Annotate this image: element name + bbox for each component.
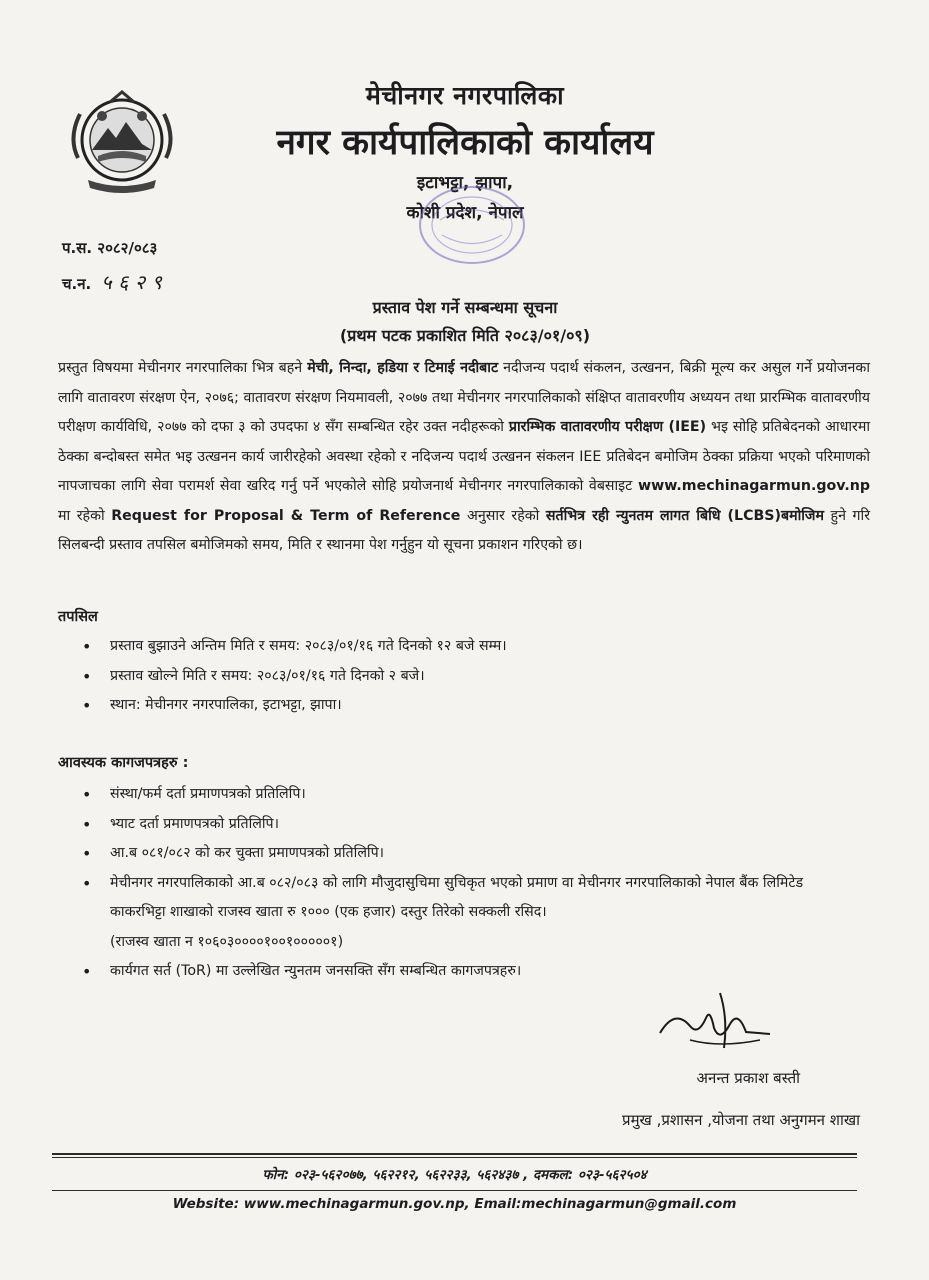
body-text-2: नदीजन्य पदार्थ संकलन, उत्खनन, बिक्री मूल्य कर असुल गर्ने प्रयोजनका लागि वातावरण संरक्षण ऐन, २०७६; वातावरण संरक्षण नियमावली, २०७७ तथा मेचीनगर नगरपालिकाको संक्षिप्त वातावरणीय अध्ययन तथा प्रारम्भिक वातावरणीय परीक्षण कार्यविधि, २०७७ को दफा ३ को उपदफा ४ सँग सम्बन्धित रहेर उक्त नदीहरूको	[58, 360, 871, 435]
dispatch-value: ५ ६ २ ९	[101, 270, 162, 294]
documents-title: आवस्यक कागजपत्रहरु :	[58, 755, 189, 771]
list-item: • आ.ब ०८१/०८२ को कर चुक्ता प्रमाणपत्रको प्रतिलिपि।	[82, 839, 842, 869]
office-name: नगर कार्यपालिकाको कार्यालय	[276, 123, 654, 163]
list-item: • प्रस्ताव खोल्ने मिति र समय: २०८३/०१/१६ गते दिनको २ बजे।	[82, 662, 842, 692]
notice-subject: प्रस्ताव पेश गर्ने सम्बन्धमा सूचना	[372, 298, 558, 317]
body-text-4: मा रहेको	[58, 507, 112, 524]
footer-divider	[52, 1190, 857, 1191]
account-note: (राजस्व खाता न १०६०३००००१००१०००००१)	[110, 933, 344, 950]
footer-divider	[52, 1153, 857, 1155]
list-item: • कार्यगत सर्त (ToR) मा उल्लेखित न्युनतम जनसक्ति सँग सम्बन्धित कागजपत्रहरु।	[82, 957, 842, 987]
nepal-emblem-logo	[58, 88, 186, 200]
address-line-2: कोशी प्रदेश, नेपाल	[406, 203, 524, 223]
body-lcbs: सर्तभित्र रही न्युनतम लागत बिधि (LCBS)बमोजिम	[545, 507, 824, 524]
footer-website-email: Website: www.mechinagarmun.gov.np, Email:mechinagarmun@gmail.com	[172, 1196, 737, 1212]
schedule-title: तपसिल	[58, 609, 98, 625]
dispatch-number	[62, 268, 162, 295]
dispatch-label: च.न.	[62, 275, 92, 293]
signer-designation: प्रमुख ,प्रशासन ,योजना तथा अनुगमन शाखा	[622, 1111, 860, 1129]
list-item: • संस्था/फर्म दर्ता प्रमाणपत्रको प्रतिलिपि।	[82, 780, 842, 810]
signer-name: अनन्त प्रकाश बस्ती	[696, 1069, 800, 1087]
body-rfp: Request for Proposal & Term of Reference	[111, 507, 461, 524]
list-item: • प्रस्ताव बुझाउने अन्तिम मिति र समय: २०८३/०१/१६ गते दिनको १२ बजे सम्म।	[82, 632, 842, 662]
body-text-1: प्रस्तुत विषयमा मेचीनगर नगरपालिका भित्र बहने	[58, 360, 308, 376]
reference-number: प.स. २०८२/०८३	[62, 239, 158, 257]
handwritten-signature	[650, 988, 780, 1058]
body-text-6: हुने गरि सिलबन्दी प्रस्ताव तपसिल बमोजिमको समय, मिति र स्थानमा पेश गर्नुहुन यो सूचना प्रकाशन गरिएको छ।	[58, 507, 870, 553]
body-text-5: अनुसार रहेको	[460, 507, 546, 524]
footer-phone: फोन: ०२३-५६२०७७, ५६२२१२, ५६२२३३, ५६२४३७ , दमकल: ०२३-५६२५०४	[262, 1167, 647, 1183]
body-iee: प्रारम्भिक वातावरणीय परीक्षण (IEE)	[508, 419, 707, 435]
list-item-text: मेचीनगर नगरपालिकाको आ.ब ०८२/०८३ को लागि मौजुदासुचिमा सुचिकृत भएको प्रमाण वा मेचीनगर नगरपालिकाको नेपाल बैंक लिमिटेड काकरभिट्टा शाखाको राजस्व खाता रु १००० (एक हजार) दस्तुर तिरेको सक्कली रसिद।	[110, 874, 804, 920]
municipality-name: मेचीनगर नगरपालिका	[365, 81, 565, 110]
body-text-3: भइ सोहि प्रतिबेदनको आधारमा ठेक्का बन्दोबस्त समेत भइ उत्खनन कार्य जारीरहेको अवस्था रहेको र नदिजन्य पदार्थ उत्खनन संकलन IEE प्रतिबेदन बमोजिम ठेक्का प्रक्रिया भएको परिमाणको नापजाचका लागि सेवा परामर्श सेवा खरिद गर्नु पर्ने भएकोले सोहि प्रयोजनार्थ मेचीनगर नगरपालिकाको वेबसाइट	[58, 419, 870, 494]
address-line-1: इटाभट्टा, झापा,	[416, 173, 514, 193]
list-item: • स्थान: मेचीनगर नगरपालिका, इटाभट्टा, झापा।	[82, 691, 842, 721]
body-rivers: मेची, निन्दा, हडिया र टिमाई नदीबाट	[307, 360, 499, 376]
list-item: • भ्याट दर्ता प्रमाणपत्रको प्रतिलिपि।	[82, 810, 842, 840]
first-published-date: (प्रथम पटक प्रकाशित मिति २०८३/०१/०९)	[339, 326, 591, 345]
documents-list	[82, 780, 842, 987]
notice-body	[58, 354, 870, 561]
schedule-list	[82, 632, 842, 721]
office-stamp	[412, 180, 532, 270]
footer-divider	[52, 1157, 857, 1158]
body-website: www.mechinagarmun.gov.np	[638, 478, 870, 494]
list-item	[82, 869, 842, 958]
